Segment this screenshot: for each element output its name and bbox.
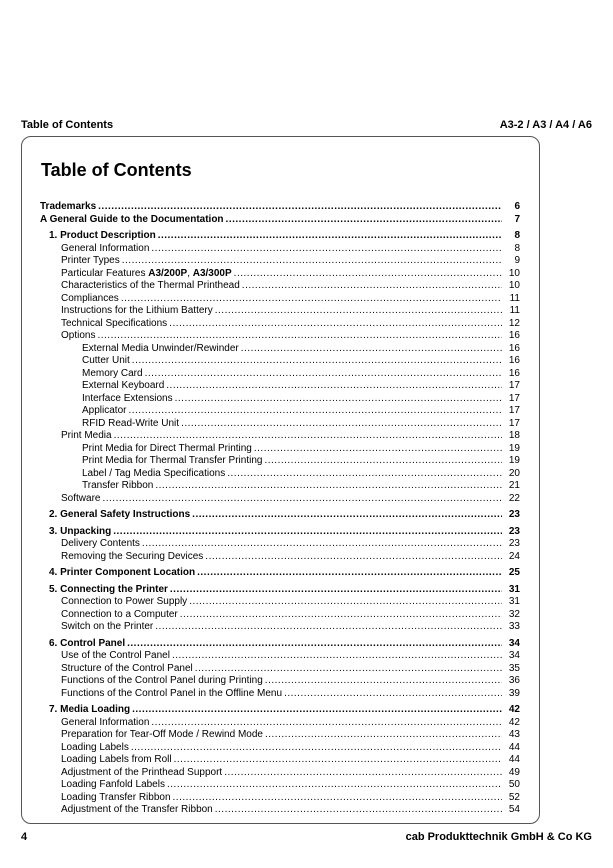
toc-entry[interactable] (40, 538, 520, 551)
toc-page-number: 8 (514, 242, 520, 254)
toc-entry-title: Trademarks (40, 201, 97, 212)
toc-page-number: 25 (508, 567, 520, 578)
toc-entry[interactable] (40, 509, 520, 522)
toc-page-number: 18 (508, 430, 520, 441)
company-name: cab Produkttechnik GmbH & Co KG (405, 831, 592, 843)
dot-leader (284, 688, 502, 701)
toc-page-number: 9 (514, 255, 520, 266)
toc-entry-title: Loading Transfer Ribbon (61, 791, 171, 803)
toc-entry-title: Print Media for Direct Thermal Printing (82, 442, 252, 454)
toc-page-number: 36 (508, 675, 520, 686)
dot-leader (224, 767, 502, 780)
dot-leader (181, 418, 502, 431)
dot-leader (121, 293, 502, 306)
toc-entry-title: Applicator (82, 405, 127, 416)
toc-entry[interactable] (40, 468, 520, 481)
toc-page-number: 23 (508, 509, 520, 520)
toc-page-number: 6 (514, 201, 520, 212)
page-title: Table of Contents (41, 160, 192, 180)
toc-entry[interactable] (40, 704, 520, 717)
toc-entry-title: Print Media for Thermal Transfer Printing (82, 455, 263, 466)
dot-leader (265, 729, 502, 742)
toc-entry-title: Loading Fanfold Labels (61, 779, 165, 790)
toc-entry[interactable] (40, 742, 520, 755)
toc-entry-title: Compliances (61, 292, 119, 304)
toc-entry-title: Connection to Power Supply (61, 596, 188, 607)
toc-page-number: 22 (508, 492, 520, 504)
toc-entry[interactable] (40, 305, 520, 318)
dot-leader (195, 663, 502, 676)
table-of-contents (40, 201, 520, 817)
toc-entry-title: Instructions for the Lithium Battery (61, 305, 213, 316)
toc-page-number: 21 (508, 480, 520, 491)
toc-page-number: 24 (508, 550, 520, 562)
dot-leader (132, 355, 502, 368)
toc-entry[interactable] (40, 638, 520, 651)
dot-leader (242, 280, 502, 293)
running-header (21, 119, 592, 133)
dot-leader (265, 675, 502, 688)
toc-page-number: 44 (508, 754, 520, 765)
toc-entry[interactable] (40, 584, 520, 597)
toc-entry-title: 2. General Safety Instructions (49, 509, 191, 520)
toc-page-number: 43 (508, 729, 520, 740)
dot-leader (158, 230, 502, 243)
toc-entry[interactable] (40, 526, 520, 539)
dot-leader (131, 742, 502, 755)
dot-leader (215, 305, 502, 318)
dot-leader (132, 704, 502, 717)
toc-entry[interactable] (40, 767, 520, 780)
toc-entry[interactable] (40, 293, 520, 306)
toc-entry[interactable] (40, 675, 520, 688)
dot-leader (113, 526, 502, 539)
dot-leader (155, 480, 502, 493)
toc-entry[interactable] (40, 792, 520, 805)
toc-entry-title: Use of the Control Panel (61, 650, 170, 661)
toc-entry[interactable] (40, 255, 520, 268)
toc-entry-title: Loading Labels (61, 741, 129, 753)
toc-page-number: 44 (508, 741, 520, 753)
dot-leader (97, 330, 502, 343)
toc-page-number: 16 (508, 367, 520, 379)
toc-page-number: 16 (508, 342, 520, 354)
toc-entry-title: 6. Control Panel (49, 637, 126, 649)
toc-entry-title: Particular Features A3/200P, A3/300P (61, 267, 232, 279)
toc-entry-title: Preparation for Tear-Off Mode / Rewind Mode (61, 729, 263, 740)
toc-page-number: 42 (508, 704, 520, 715)
toc-entry[interactable] (40, 418, 520, 431)
toc-page-number: 7 (514, 213, 520, 225)
toc-entry-title: 1. Product Description (49, 230, 156, 241)
toc-page-number: 31 (508, 596, 520, 607)
toc-entry-title: 7. Media Loading (49, 704, 131, 715)
toc-entry-title: Cutter Unit (82, 355, 130, 366)
toc-entry[interactable] (40, 551, 520, 564)
toc-entry-title: Structure of the Control Panel (61, 662, 193, 674)
toc-entry-title: External Media Unwinder/Rewinder (82, 342, 239, 354)
toc-entry-title: 4. Printer Component Location (49, 567, 196, 578)
dot-leader (241, 343, 502, 356)
toc-page-number: 54 (508, 804, 520, 815)
toc-page-number: 10 (508, 267, 520, 279)
toc-entry-title: Functions of the Control Panel in the Offline Menu (61, 687, 283, 699)
toc-entry-title: 5. Connecting the Printer (49, 583, 168, 595)
toc-entry[interactable] (40, 729, 520, 742)
toc-entry[interactable] (40, 430, 520, 443)
toc-entry-title: Connection to a Computer (61, 608, 178, 620)
toc-entry[interactable] (40, 393, 520, 406)
toc-page-number: 20 (508, 467, 520, 479)
toc-entry[interactable] (40, 268, 520, 281)
dot-leader (151, 717, 502, 730)
header-model-list: A3-2 / A3 / A4 / A6 (499, 119, 592, 131)
toc-entry[interactable] (40, 380, 520, 393)
toc-entry-title: Adjustment of the Printhead Support (61, 766, 223, 778)
toc-entry[interactable] (40, 688, 520, 701)
dot-leader (127, 638, 502, 651)
toc-entry[interactable] (40, 779, 520, 792)
toc-entry[interactable] (40, 717, 520, 730)
toc-entry[interactable] (40, 318, 520, 331)
dot-leader (102, 493, 502, 506)
toc-entry[interactable] (40, 596, 520, 609)
toc-page-number: 32 (508, 608, 520, 620)
toc-page-number: 52 (508, 791, 520, 803)
toc-entry-title: Removing the Securing Devices (61, 550, 204, 562)
toc-entry-title: Memory Card (82, 367, 143, 379)
dot-leader (155, 621, 502, 634)
dot-leader (114, 430, 502, 443)
toc-entry[interactable] (40, 567, 520, 580)
dot-leader (226, 214, 502, 227)
toc-entry[interactable] (40, 230, 520, 243)
dot-leader (180, 609, 502, 622)
dot-leader (122, 255, 502, 268)
toc-page-number: 17 (508, 380, 520, 391)
dot-leader (128, 405, 502, 418)
toc-page-number: 49 (508, 766, 520, 778)
toc-entry[interactable] (40, 201, 520, 214)
toc-page-number: 12 (508, 317, 520, 329)
toc-entry[interactable] (40, 330, 520, 343)
dot-leader (205, 551, 502, 564)
dot-leader (264, 455, 502, 468)
dot-leader (142, 538, 502, 551)
toc-entry[interactable] (40, 609, 520, 622)
toc-entry[interactable] (40, 243, 520, 256)
toc-entry-title: Printer Types (61, 255, 120, 266)
toc-entry-title: A General Guide to the Documentation (40, 213, 224, 225)
toc-page-number: 34 (508, 650, 520, 661)
toc-entry[interactable] (40, 754, 520, 767)
dot-leader (174, 754, 502, 767)
dot-leader (172, 650, 502, 663)
dot-leader (227, 468, 502, 481)
toc-entry[interactable] (40, 405, 520, 418)
toc-page-number: 11 (509, 292, 520, 304)
dot-leader (175, 393, 502, 406)
toc-entry[interactable] (40, 443, 520, 456)
dot-leader (170, 584, 502, 597)
toc-entry-title: Characteristics of the Thermal Printhead (61, 280, 240, 291)
toc-page-number: 17 (508, 417, 520, 429)
toc-entry[interactable] (40, 343, 520, 356)
toc-entry[interactable] (40, 368, 520, 381)
dot-leader (234, 268, 502, 281)
toc-page-number: 42 (508, 716, 520, 728)
toc-entry[interactable] (40, 621, 520, 634)
toc-entry[interactable] (40, 804, 520, 817)
toc-page-number: 35 (508, 662, 520, 674)
toc-entry[interactable] (40, 214, 520, 227)
toc-entry-title: RFID Read-Write Unit (82, 417, 180, 429)
toc-page-number: 34 (508, 637, 520, 649)
toc-page-number: 39 (508, 687, 520, 699)
toc-entry-title: Adjustment of the Transfer Ribbon (61, 804, 213, 815)
dot-leader (98, 201, 502, 214)
toc-page-number: 17 (508, 392, 520, 404)
toc-entry-title: Transfer Ribbon (82, 480, 154, 491)
dot-leader (189, 596, 502, 609)
dot-leader (166, 380, 502, 393)
dot-leader (192, 509, 502, 522)
toc-entry[interactable] (40, 455, 520, 468)
toc-page-number: 16 (508, 330, 520, 341)
toc-entry-title: Functions of the Control Panel during Printing (61, 675, 263, 686)
dot-leader (173, 792, 502, 805)
toc-page-number: 19 (508, 442, 520, 454)
toc-entry[interactable] (40, 480, 520, 493)
dot-leader (197, 567, 502, 580)
dot-leader (169, 318, 502, 331)
toc-page-number: 50 (508, 779, 520, 790)
toc-page-number: 8 (514, 230, 520, 241)
toc-entry[interactable] (40, 493, 520, 506)
toc-entry-title: 3. Unpacking (49, 525, 112, 537)
toc-entry-title: Loading Labels from Roll (61, 754, 172, 765)
toc-page-number: 17 (508, 405, 520, 416)
dot-leader (145, 368, 502, 381)
toc-entry[interactable] (40, 280, 520, 293)
dot-leader (215, 804, 502, 817)
toc-page-number: 31 (508, 583, 520, 595)
dot-leader (167, 779, 502, 792)
toc-entry-title: External Keyboard (82, 380, 165, 391)
header-section-title: Table of Contents (21, 119, 114, 131)
toc-entry[interactable] (40, 355, 520, 368)
running-footer (21, 831, 592, 845)
page-number: 4 (21, 831, 28, 843)
toc-page-number: 10 (508, 280, 520, 291)
toc-entry-title: Technical Specifications (61, 317, 168, 329)
toc-entry-title: General Information (61, 716, 150, 728)
toc-page-number: 19 (508, 455, 520, 466)
toc-entry-title: Options (61, 330, 96, 341)
toc-entry-title: Label / Tag Media Specifications (82, 467, 226, 479)
toc-entry-title: Switch on the Printer (61, 621, 154, 632)
toc-entry[interactable] (40, 650, 520, 663)
toc-entry-title: Print Media (61, 430, 112, 441)
toc-entry-title: Delivery Contents (61, 538, 140, 549)
toc-page-number: 23 (508, 538, 520, 549)
toc-entry-title: General Information (61, 242, 150, 254)
dot-leader (151, 243, 502, 256)
toc-page-number: 33 (508, 621, 520, 632)
dot-leader (254, 443, 502, 456)
toc-entry-title: Software (61, 492, 101, 504)
toc-page-number: 23 (508, 525, 520, 537)
toc-page-number: 11 (509, 305, 520, 316)
toc-entry[interactable] (40, 663, 520, 676)
toc-page-number: 16 (508, 355, 520, 366)
toc-entry-title: Interface Extensions (82, 392, 173, 404)
